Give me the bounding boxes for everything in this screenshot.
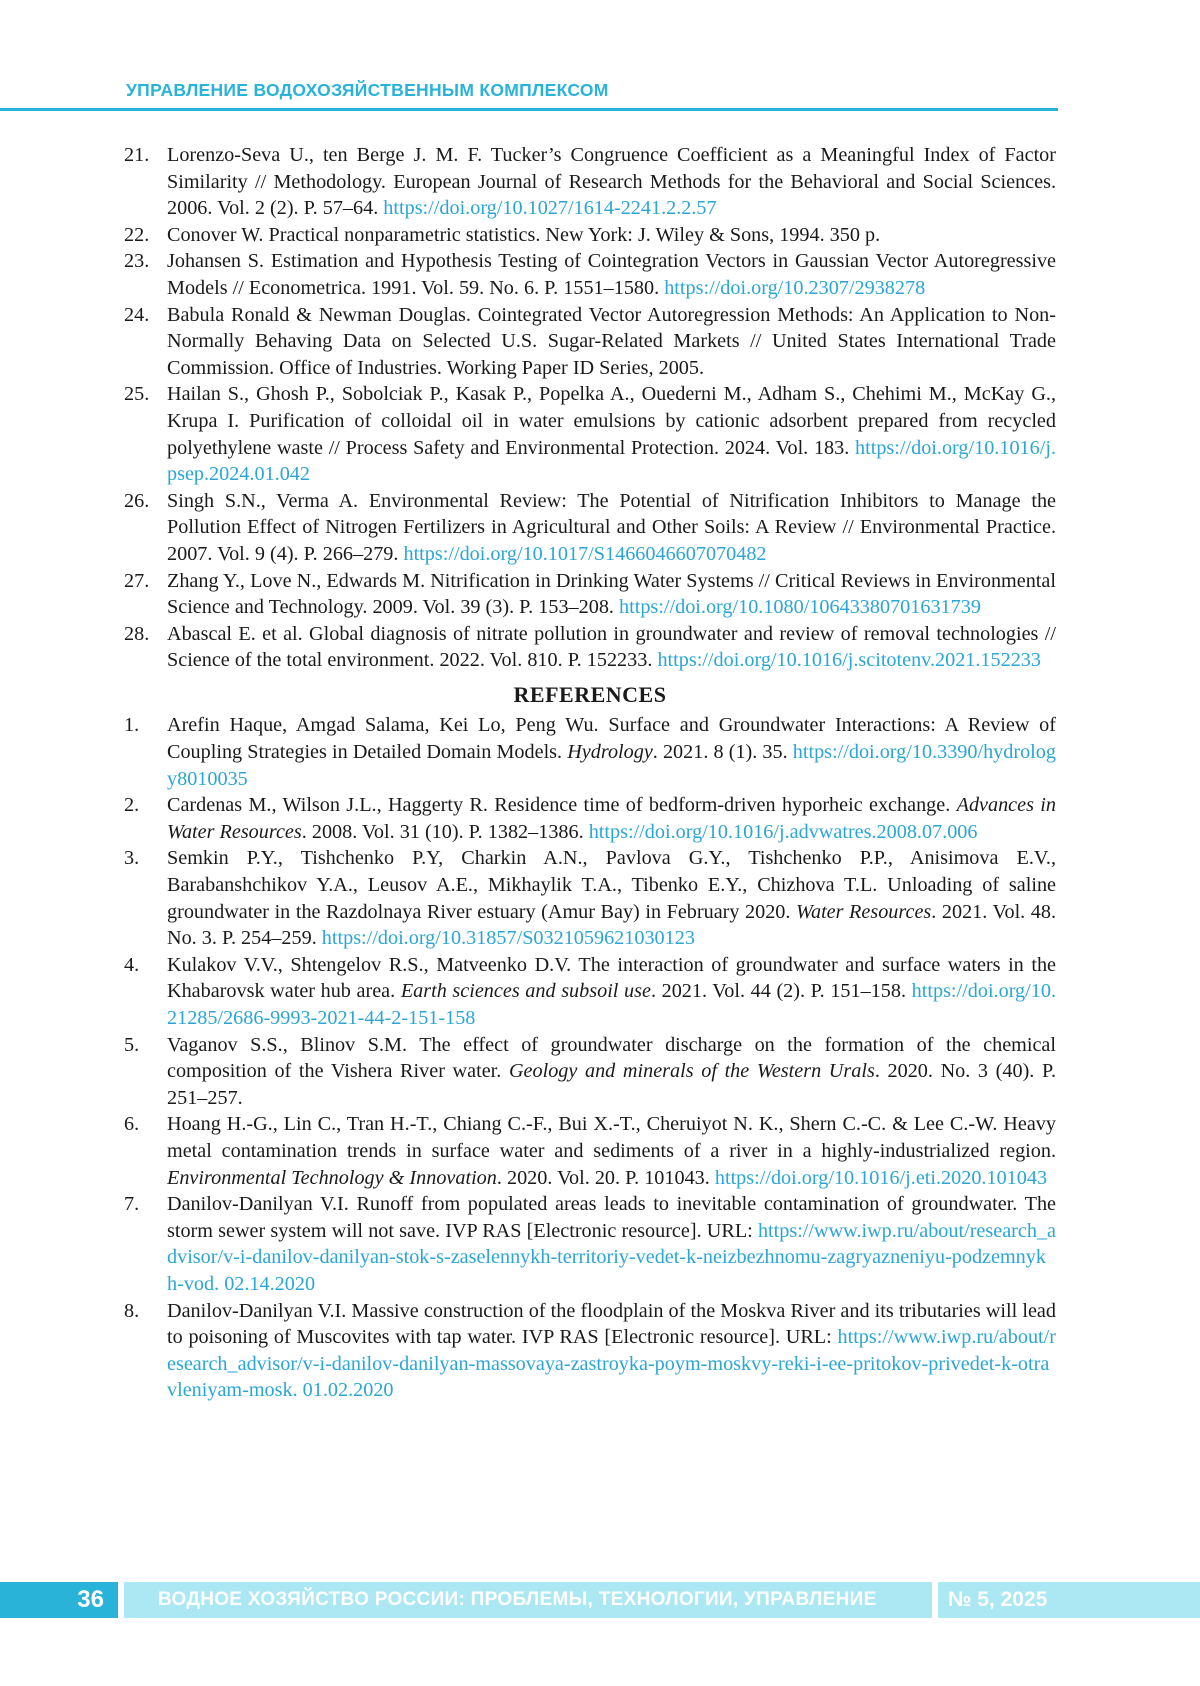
ref-number: 6. <box>124 1113 140 1136</box>
ref-number: 5. <box>124 1033 140 1056</box>
list-item <box>124 381 1056 487</box>
list-item <box>124 248 1056 301</box>
list-item <box>124 792 1056 845</box>
issue-label: № 5, 2025 <box>938 1582 1200 1618</box>
list-item <box>124 712 1056 792</box>
ref-text: Hailan S., Ghosh P., Sobolciak P., Kasak P., Popelka A., Ouederni M., Adham S., Chehimi M., McKay G., Krupa I. Purification of colloidal oil in water emulsions by cationic adsorbent prepared from recycled polyethylene waste // Process Safety and Environmental Protection. 2024. Vol. 183. <box>167 383 1056 459</box>
ref-text: Singh S.N., Verma A. Environmental Review: The Potential of Nitrification Inhibitors to Manage the Pollution Effect of Nitrogen Fertilizers in Agricultural and Other Soils: A Review // Environmental Practice. 2007. Vol. 9 (4). P. 266–279. <box>167 489 1056 565</box>
doi-link[interactable]: https://doi.org/10.21285/2686-9993-2021-44-2-151-158 <box>167 980 1056 1029</box>
ref-details: . 2020. Vol. 20. P. 101043. <box>496 1166 715 1189</box>
header-divider <box>0 108 1058 111</box>
list-item <box>124 1298 1056 1404</box>
ref-number: 21. <box>124 144 150 166</box>
ref-number: 1. <box>124 714 140 737</box>
list-item <box>124 845 1056 951</box>
journal-title: Advances in Water Resources <box>167 794 1056 843</box>
ref-text: Kulakov V.V., Shtengelov R.S., Matveenko D.V. The interaction of groundwater and surface waters in the Khabarovsk water hub area. <box>167 953 1056 1003</box>
list-item <box>124 222 1056 249</box>
ref-text: Babula Ronald & Newman Douglas. Cointegrated Vector Autoregression Methods: An Application to Non-Normally Behaving Data on Selected U.S. Sugar-Related Markets // United States International Trade Commission. Office of Industries. Working Paper ID Series, 2005. <box>167 303 1056 379</box>
doi-link[interactable]: https://doi.org/10.1027/1614-2241.2.2.57 <box>383 197 717 220</box>
journal-title: Water Resources <box>796 900 932 923</box>
journal-title: Environmental Technology & Innovation <box>167 1166 497 1189</box>
list-item <box>124 1191 1056 1297</box>
ref-details: . 2021. Vol. 48. No. 3. P. 254–259. <box>167 900 1057 950</box>
page-body <box>124 142 1056 1404</box>
ref-number: 4. <box>124 953 140 976</box>
url-link[interactable]: https://www.iwp.ru/about/research_advisor/v-i-danilov-danilyan-stok-s-zaselennykh-territoriy-vedet-k-neizbezhnomu-zagryazneniyu-podzemnykh-vod. 02.14.2020 <box>167 1219 1056 1295</box>
ref-text: Lorenzo-Seva U., ten Berge J. M. F. Tucker’s Congruence Coefficient as a Meaningful Index of Factor Similarity // Methodology. European Journal of Research Methods for the Behavioral and Social Sciences. 2006. Vol. 2 (2). P. 57–64. <box>167 144 1056 220</box>
reference-list-ru <box>124 142 1056 674</box>
doi-link[interactable]: https://doi.org/10.3390/hydrology8010035 <box>167 741 1056 790</box>
list-item <box>124 1032 1056 1112</box>
running-header: УПРАВЛЕНИЕ ВОДОХОЗЯЙСТВЕННЫМ КОМПЛЕКСОМ <box>126 80 609 100</box>
page-number: 36 <box>0 1582 118 1618</box>
list-item <box>124 488 1056 568</box>
doi-link[interactable]: https://doi.org/10.1016/j.psep.2024.01.042 <box>167 436 1056 486</box>
list-item <box>124 952 1056 1032</box>
journal-title: Earth sciences and subsoil use <box>400 980 651 1003</box>
journal-title: Geology and minerals of the Western Urals <box>508 1060 875 1083</box>
ref-number: 3. <box>124 847 140 870</box>
list-item <box>124 142 1056 222</box>
ref-details: . 2020. No. 3 (40). P. 251–257. <box>167 1060 1057 1109</box>
list-item <box>124 568 1056 621</box>
ref-text: Vaganov S.S., Blinov S.M. The effect of groundwater discharge on the formation of the chemical composition of the Vishera River water. <box>167 1033 1056 1083</box>
list-item <box>124 1111 1056 1191</box>
ref-number: 2. <box>124 794 140 817</box>
list-item <box>124 621 1056 674</box>
ref-number: 25. <box>124 383 150 406</box>
list-item <box>124 302 1056 382</box>
ref-text: Conover W. Practical nonparametric statistics. New York: J. Wiley & Sons, 1994. 350 p. <box>167 223 881 246</box>
ref-details: . 2021. 8 (1). 35. <box>652 741 793 764</box>
doi-link[interactable]: https://doi.org/10.1016/j.scitotenv.2021.152233 <box>657 649 1041 672</box>
ref-text: Danilov-Danilyan V.I. Massive construction of the floodplain of the Moskva River and its tributaries will lead to poisoning of Muscovites with tap water. IVP RAS [Electronic resource]. URL: <box>167 1299 1056 1349</box>
doi-link[interactable]: https://doi.org/10.1016/j.eti.2020.101043 <box>714 1166 1048 1189</box>
journal-title-footer: ВОДНОЕ ХОЗЯЙСТВО РОССИИ: ПРОБЛЕМЫ, ТЕХНОЛОГИИ, УПРАВЛЕНИЕ <box>124 1582 932 1618</box>
ref-number: 7. <box>124 1193 140 1216</box>
doi-link[interactable]: https://doi.org/10.1016/j.advwatres.2008.07.006 <box>588 820 978 843</box>
reference-list-en <box>124 712 1056 1403</box>
journal-title: Hydrology <box>567 741 653 764</box>
doi-link[interactable]: https://doi.org/10.2307/2938278 <box>664 276 926 299</box>
ref-text: Semkin P.Y., Tishchenko P.Y, Charkin A.N., Pavlova G.Y., Tishchenko P.P., Anisimova E.V., Barabanshchikov Y.A., Leusov A.E., Mikhaylik T.A., Tibenko E.Y., Chizhova T.L. Unloading of saline groundwater in the Razdolnaya River estuary (Amur Bay) in February 2020. <box>167 847 1056 923</box>
ref-text: Cardenas M., Wilson J.L., Haggerty R. Residence time of bedform-driven hyporheic exchange. <box>167 794 957 817</box>
ref-number: 24. <box>124 303 150 326</box>
ref-details: . 2008. Vol. 31 (10). P. 1382–1386. <box>301 820 589 843</box>
ref-text: Danilov-Danilyan V.I. Runoff from populated areas leads to inevitable contamination of groundwater. The storm sewer system will not save. IVP RAS [Electronic resource]. URL: <box>167 1193 1056 1242</box>
ref-details: . 2021. Vol. 44 (2). P. 151–158. <box>650 980 912 1003</box>
ref-text: Arefin Haque, Amgad Salama, Kei Lo, Peng Wu. Surface and Groundwater Interactions: A Review of Coupling Strategies in Detailed Domain Models. <box>167 714 1056 764</box>
ref-number: 8. <box>124 1299 140 1322</box>
ref-number: 27. <box>124 569 150 592</box>
url-link[interactable]: https://www.iwp.ru/about/research_advisor/v-i-danilov-danilyan-massovaya-zastroyka-poym-moskvy-reki-i-ee-pritokov-privedet-k-otravleniyam-mosk. 01.02.2020 <box>167 1326 1056 1402</box>
ref-text: Abascal E. et al. Global diagnosis of nitrate pollution in groundwater and review of removal technologies // Science of the total environment. 2022. Vol. 810. P. 152233. <box>167 622 1056 672</box>
ref-text: Zhang Y., Love N., Edwards M. Nitrification in Drinking Water Systems // Critical Reviews in Environmental Science and Technology. 2009. Vol. 39 (3). P. 153–208. <box>167 569 1056 619</box>
doi-link[interactable]: https://doi.org/10.1080/10643380701631739 <box>619 596 981 619</box>
ref-number: 26. <box>124 489 150 512</box>
ref-number: 22. <box>124 223 150 246</box>
references-heading: REFERENCES <box>513 681 667 707</box>
ref-number: 28. <box>124 622 150 645</box>
doi-link[interactable]: https://doi.org/10.31857/S0321059621030123 <box>321 927 695 950</box>
ref-text: Johansen S. Estimation and Hypothesis Testing of Cointegration Vectors in Gaussian Vector Autoregressive Models // Econometrica. 1991. Vol. 59. No. 6. P. 1551–1580. <box>167 250 1056 299</box>
page-footer <box>0 1582 1200 1618</box>
ref-text: Hoang H.-G., Lin C., Tran H.-T., Chiang C.-F., Bui X.-T., Cheruiyot N. K., Shern C.-C. & Lee C.-W. Heavy metal contamination trends in surface water and sediments of a river in a highly-industrialized region. <box>167 1113 1056 1162</box>
ref-number: 23. <box>124 250 150 273</box>
doi-link[interactable]: https://doi.org/10.1017/S1466046607070482 <box>403 542 767 565</box>
